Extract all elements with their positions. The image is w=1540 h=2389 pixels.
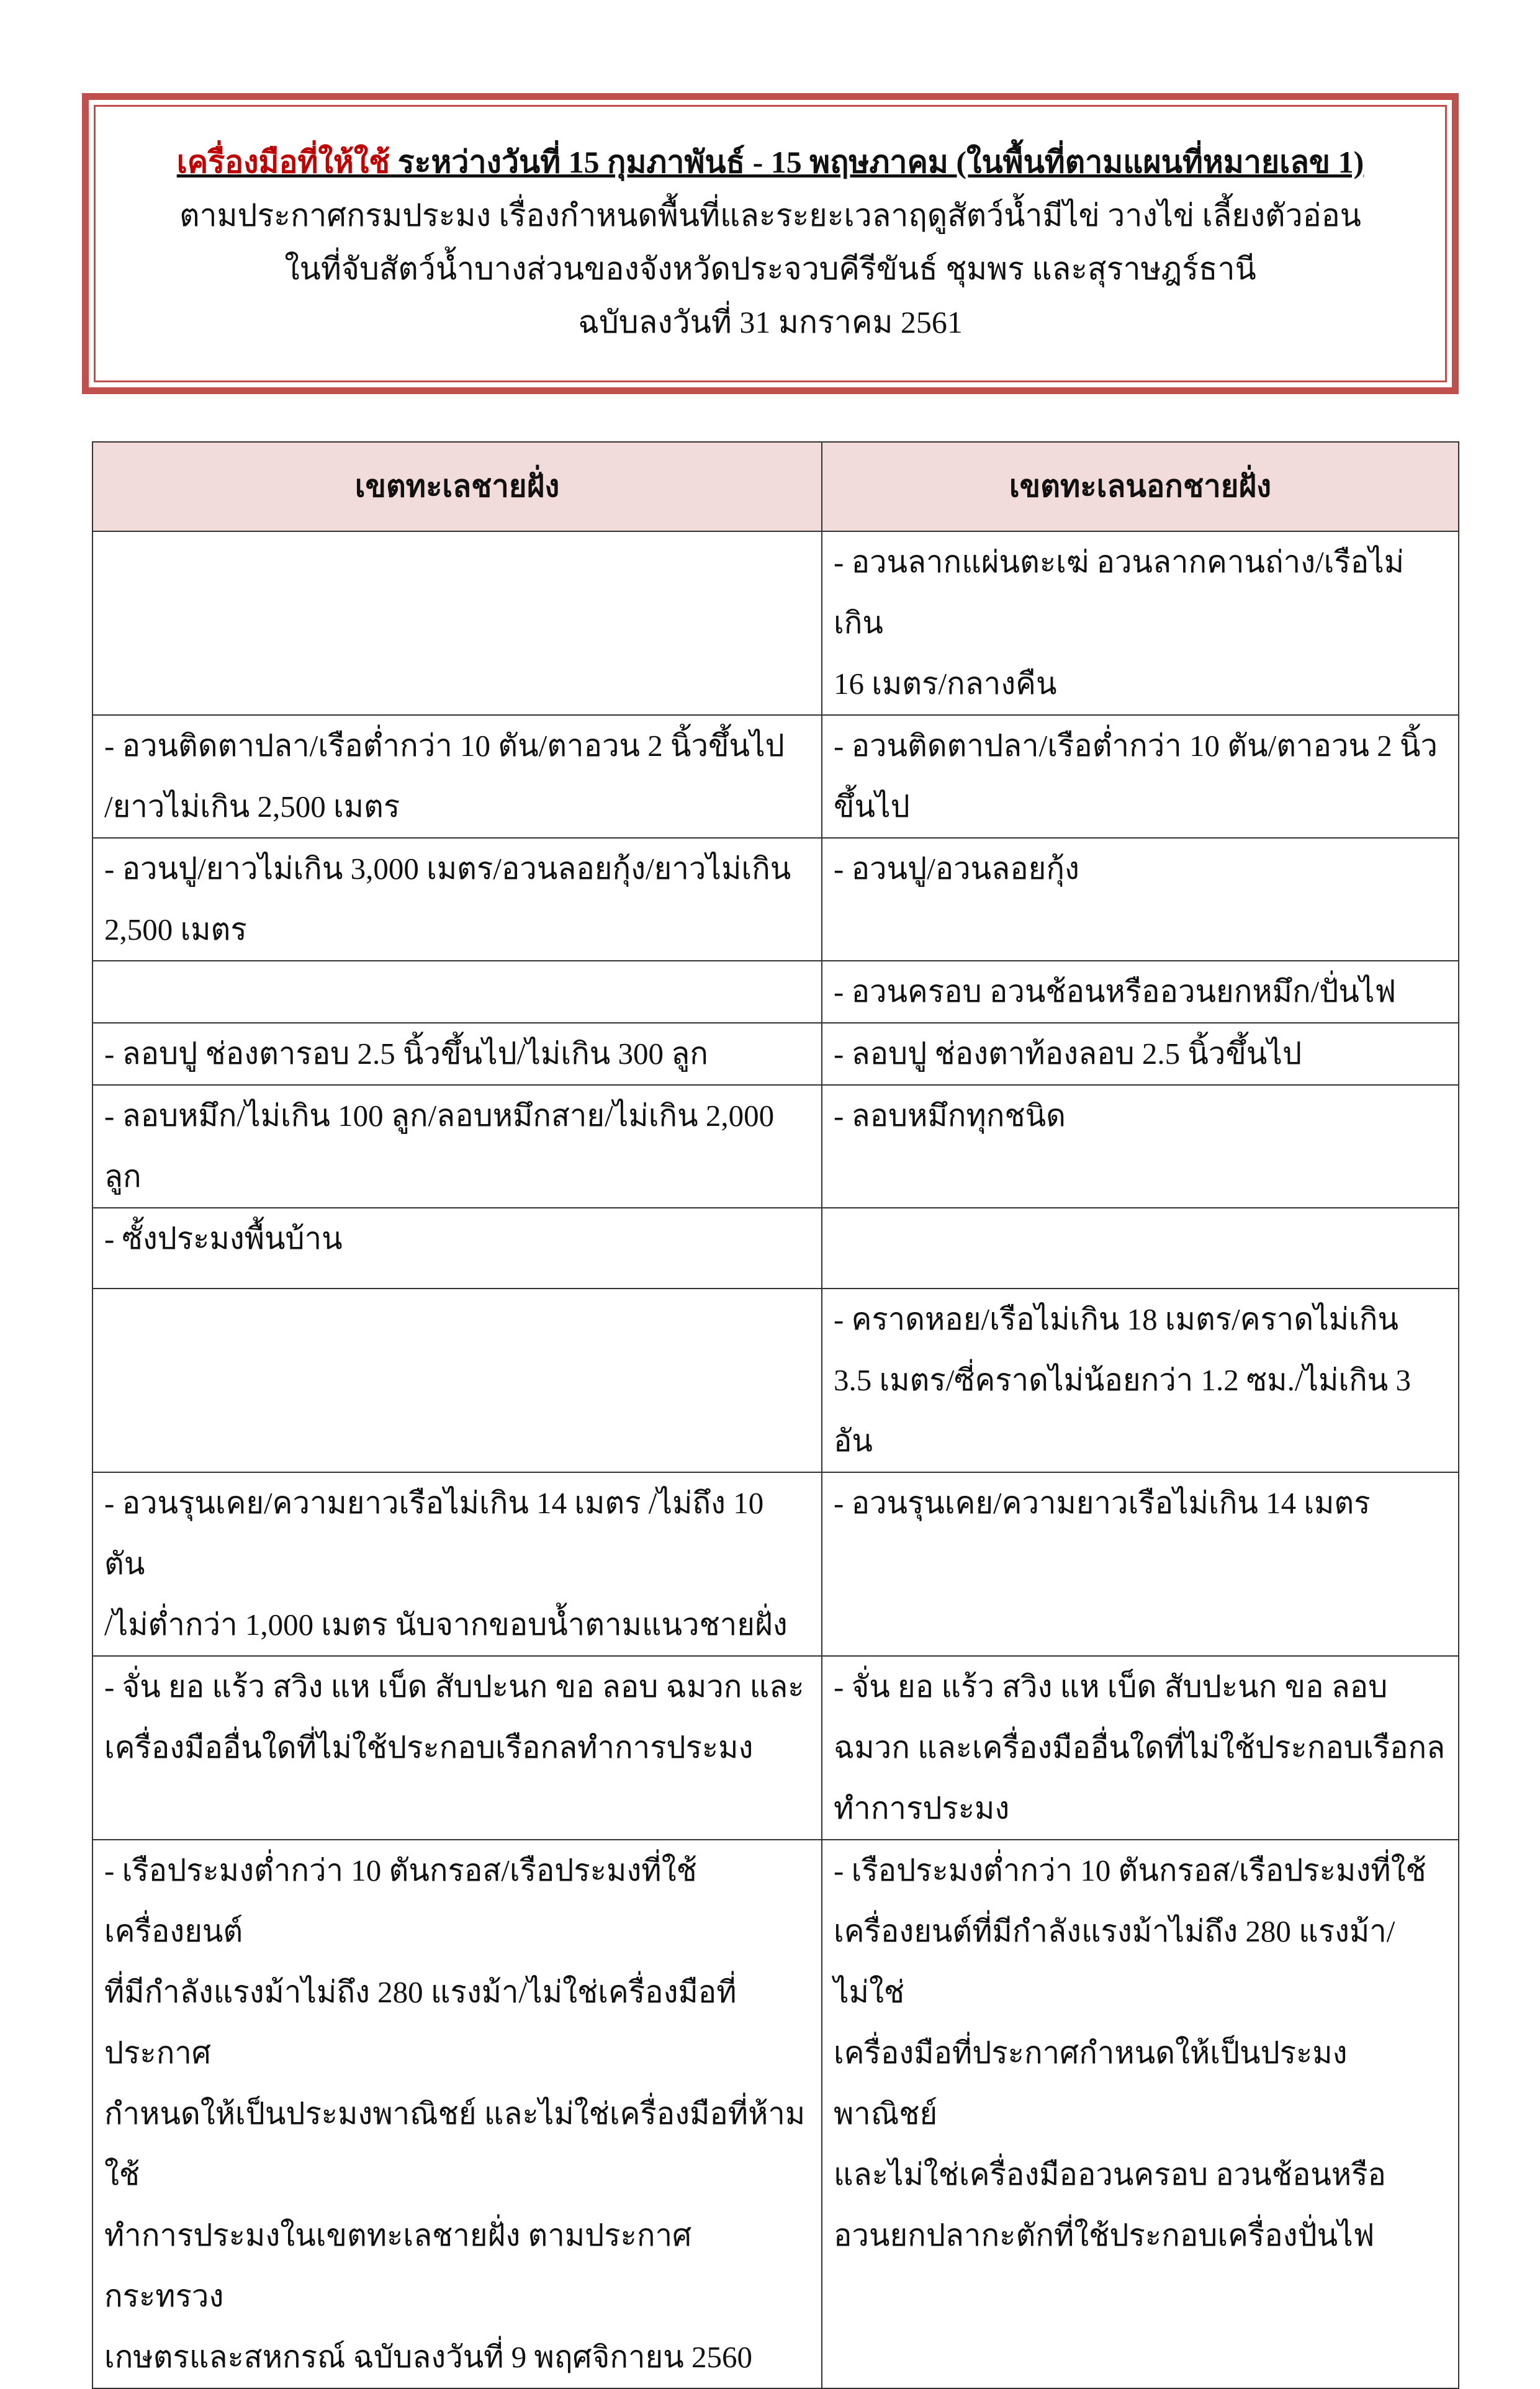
- cell-line: 3.5 เมตร/ซี่คราดไม่น้อยกว่า 1.2 ซม./ไม่เกิน 3 อัน: [834, 1363, 1412, 1458]
- cell-offshore: [822, 715, 1459, 838]
- table-row: [92, 961, 1459, 1023]
- cell-offshore: [822, 1085, 1459, 1208]
- table-row: [92, 1289, 1459, 1472]
- cell-offshore: [822, 1208, 1459, 1289]
- cell-coastal: [92, 1208, 822, 1289]
- cell-line: เกษตรและสหกรณ์ ฉบับลงวันที่ 9 พฤศจิกายน 2560: [104, 2340, 752, 2374]
- cell-line: - อวนลากแผ่นตะเฆ่ อวนลากคานถ่าง/เรือไม่เกิน: [834, 545, 1405, 640]
- cell-line: ขึ้นไป: [834, 790, 910, 824]
- cell-coastal: [92, 1840, 822, 2388]
- cell-coastal: [92, 961, 822, 1023]
- cell-line: /ไม่ต่ำกว่า 1,000 เมตร นับจากขอบน้ำตามแนวชายฝั่ง: [104, 1608, 788, 1642]
- cell-offshore: [822, 838, 1459, 961]
- cell-line: - คราดหอย/เรือไม่เกิน 18 เมตร/คราดไม่เกิน: [834, 1302, 1398, 1336]
- table-row: [92, 1472, 1459, 1656]
- cell-offshore: [822, 1472, 1459, 1656]
- cell-line: กำหนดให้เป็นประมงพาณิชย์ และไม่ใช่เครื่องมือที่ห้ามใช้: [104, 2097, 806, 2192]
- cell-coastal: [92, 1289, 822, 1472]
- fishing-gear-table: [92, 441, 1459, 2389]
- cell-line: 2,500 เมตร: [104, 912, 247, 947]
- table-row: [92, 1656, 1459, 1840]
- cell-line: - อวนรุนเคย/ความยาวเรือไม่เกิน 14 เมตร: [834, 1486, 1371, 1520]
- cell-coastal: [92, 1023, 822, 1085]
- cell-line: ทำการประมงในเขตทะเลชายฝั่ง ตามประกาศกระทรวง: [104, 2218, 692, 2313]
- cell-line: - จั่น ยอ แร้ว สวิง แห เบ็ด สับปะนก ขอ ลอบ ฉมวก และ: [104, 1670, 804, 1704]
- cell-line: - อวนรุนเคย/ความยาวเรือไม่เกิน 14 เมตร /ไม่ถึง 10 ตัน: [104, 1486, 764, 1581]
- cell-line: - เรือประมงต่ำกว่า 10 ตันกรอส/เรือประมงที่ใช้: [834, 1853, 1426, 1887]
- table-row: [92, 531, 1459, 715]
- header-inner: [94, 105, 1447, 382]
- header-title-rest: ระหว่างวันที่ 15 กุมภาพันธ์ - 15 พฤษภาคม (ในพื้นที่ตามแผนที่หมายเลข 1): [390, 144, 1364, 179]
- cell-line: ฉมวก และเครื่องมืออื่นใดที่ไม่ใช้ประกอบเรือกล: [834, 1730, 1446, 1765]
- cell-coastal: [92, 715, 822, 838]
- cell-line: เครื่องมือที่ประกาศกำหนดให้เป็นประมงพาณิชย์: [834, 2036, 1348, 2131]
- table-row: [92, 1208, 1459, 1289]
- cell-line: เครื่องยนต์ที่มีกำลังแรงม้าไม่ถึง 280 แรงม้า/ไม่ใช่: [834, 1914, 1395, 2009]
- cell-coastal: [92, 531, 822, 715]
- table-row: [92, 715, 1459, 838]
- cell-line: - ลอบปู ช่องตารอบ 2.5 นิ้วขึ้นไป/ไม่เกิน 300 ลูก: [104, 1037, 708, 1071]
- cell-line: - อวนติดตาปลา/เรือต่ำกว่า 10 ตัน/ตาอวน 2 นิ้ว: [834, 729, 1438, 763]
- header-subtitle: ตามประกาศกรมประมง เรื่องกำหนดพื้นที่และระยะเวลาฤดูสัตว์น้ำมีไข่ วางไข่ เลี้ยงตัวอ่อน: [179, 197, 1361, 233]
- cell-line: ที่มีกำลังแรงม้าไม่ถึง 280 แรงม้า/ไม่ใช่เครื่องมือที่ประกาศ: [104, 1975, 737, 2070]
- cell-line: - ลอบปู ช่องตาท้องลอบ 2.5 นิ้วขึ้นไป: [834, 1037, 1302, 1071]
- table-header-row: [92, 442, 1459, 531]
- cell-line: - ซั้งประมงพื้นบ้าน: [104, 1221, 343, 1256]
- cell-line: - ลอบหมึกทุกชนิด: [834, 1099, 1066, 1133]
- table-row: [92, 1085, 1459, 1208]
- cell-line: ทำการประมง: [834, 1791, 1010, 1825]
- cell-line: - อวนครอบ อวนช้อนหรืออวนยกหมึก/ปั่นไฟ: [834, 974, 1397, 1009]
- cell-line: เครื่องมืออื่นใดที่ไม่ใช้ประกอบเรือกลทำการประมง: [104, 1730, 754, 1765]
- column-header-coastal: เขตทะเลชายฝั่ง: [92, 442, 822, 531]
- cell-coastal: [92, 1472, 822, 1656]
- cell-line: อวนยกปลากะตักที่ใช้ประกอบเครื่องปั่นไฟ: [834, 2218, 1375, 2252]
- cell-offshore: [822, 1656, 1459, 1840]
- cell-line: - อวนปู/ยาวไม่เกิน 3,000 เมตร/อวนลอยกุ้ง/ยาวไม่เกิน: [104, 852, 791, 886]
- cell-line: - เรือประมงต่ำกว่า 10 ตันกรอส/เรือประมงที่ใช้เครื่องยนต์: [104, 1853, 697, 1948]
- cell-coastal: [92, 1656, 822, 1840]
- header-date: ฉบับลงวันที่ 31 มกราคม 2561: [578, 304, 963, 340]
- table-row: [92, 1023, 1459, 1085]
- header-box: [82, 93, 1459, 394]
- header-area: ในที่จับสัตว์น้ำบางส่วนของจังหวัดประจวบคีรีขันธ์ ชุมพร และสุราษฎร์ธานี: [284, 251, 1256, 286]
- cell-coastal: [92, 1085, 822, 1208]
- cell-line: - อวนติดตาปลา/เรือต่ำกว่า 10 ตัน/ตาอวน 2 นิ้วขึ้นไป: [104, 729, 785, 763]
- column-header-offshore: เขตทะเลนอกชายฝั่ง: [822, 442, 1459, 531]
- cell-line: - จั่น ยอ แร้ว สวิง แห เบ็ด สับปะนก ขอ ลอบ: [834, 1670, 1388, 1704]
- cell-offshore: [822, 531, 1459, 715]
- cell-line: /ยาวไม่เกิน 2,500 เมตร: [104, 790, 400, 824]
- table-body: [92, 531, 1459, 2388]
- cell-offshore: [822, 1023, 1459, 1085]
- cell-line: และไม่ใช่เครื่องมืออวนครอบ อวนช้อนหรือ: [834, 2157, 1386, 2192]
- cell-line: - ลอบหมึก/ไม่เกิน 100 ลูก/ลอบหมึกสาย/ไม่เกิน 2,000 ลูก: [104, 1099, 775, 1194]
- cell-line: 16 เมตร/กลางคืน: [834, 667, 1057, 701]
- header-title: [177, 142, 1364, 182]
- table-row: [92, 838, 1459, 961]
- header-title-highlight: เครื่องมือที่ให้ใช้: [176, 144, 390, 179]
- table-row: [92, 1840, 1459, 2388]
- cell-offshore: [822, 1289, 1459, 1472]
- cell-coastal: [92, 838, 822, 961]
- cell-line: - อวนปู/อวนลอยกุ้ง: [834, 852, 1079, 886]
- cell-offshore: [822, 961, 1459, 1023]
- cell-offshore: [822, 1840, 1459, 2388]
